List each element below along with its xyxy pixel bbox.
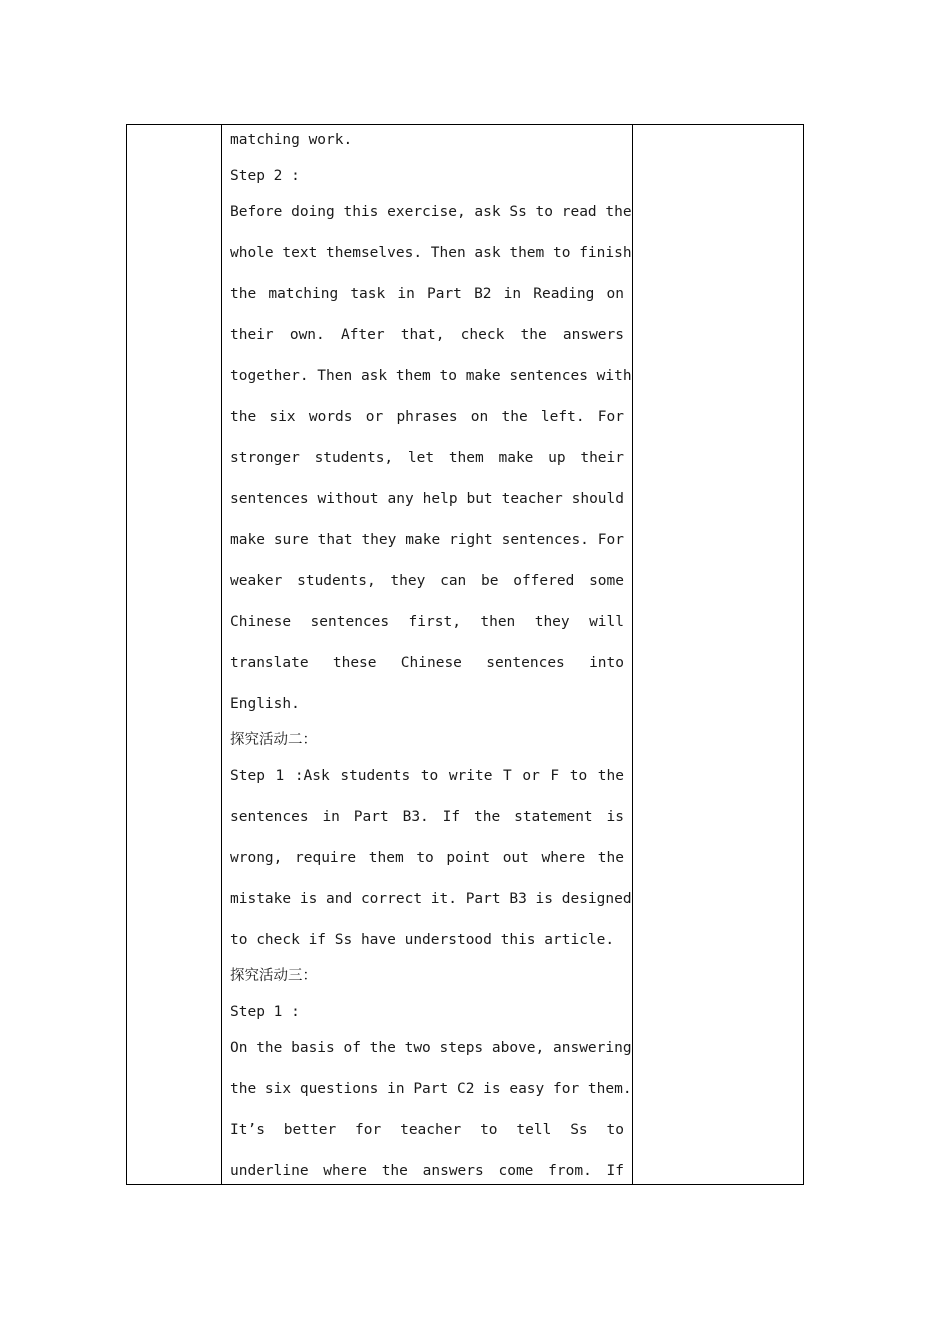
text-line: the matching task in Part B2 in Reading on [230,286,624,302]
right-column-cell [632,125,803,1184]
text-line: mistake is and correct it. Part B3 is designed [230,891,632,907]
text-line: matching work. [230,132,353,148]
text-line: On the basis of the two steps above, answering [230,1040,632,1056]
text-line: make sure that they make right sentences. For [230,532,624,548]
procedure-column-cell [222,125,633,1184]
text-line: stronger students, let them make up their [230,450,624,466]
text-line: sentences in Part B3. If the statement is [230,809,624,825]
text-line: sentences without any help but teacher should [230,491,624,507]
lesson-plan-table [126,124,804,1185]
text-line: 探究活动三： [230,968,317,984]
left-column-cell [127,125,222,1184]
text-line: Step 1 :Ask students to write T or F to the [230,768,624,784]
text-line: the six questions in Part C2 is easy for them. [230,1081,632,1097]
text-line: Step 2 : [230,168,300,184]
text-line: translate these Chinese sentences into [230,655,624,671]
text-line: their own. After that, check the answers [230,327,624,343]
text-line: weaker students, they can be offered some [230,573,624,589]
text-line: Step 1 : [230,1004,300,1020]
text-line: Before doing this exercise, ask Ss to read the [230,204,632,220]
text-line: to check if Ss have understood this article. [230,932,615,948]
text-line: whole text themselves. Then ask them to finish [230,245,632,261]
text-line: wrong, require them to point out where the [230,850,624,866]
text-line: together. Then ask them to make sentences with [230,368,632,384]
text-line: underline where the answers come from. If [230,1163,624,1179]
text-line: English. [230,696,300,712]
text-line: 探究活动二： [230,732,317,748]
text-line: It’s better for teacher to tell Ss to [230,1122,624,1138]
text-line: Chinese sentences first, then they will [230,614,624,630]
text-line: the six words or phrases on the left. For [230,409,624,425]
